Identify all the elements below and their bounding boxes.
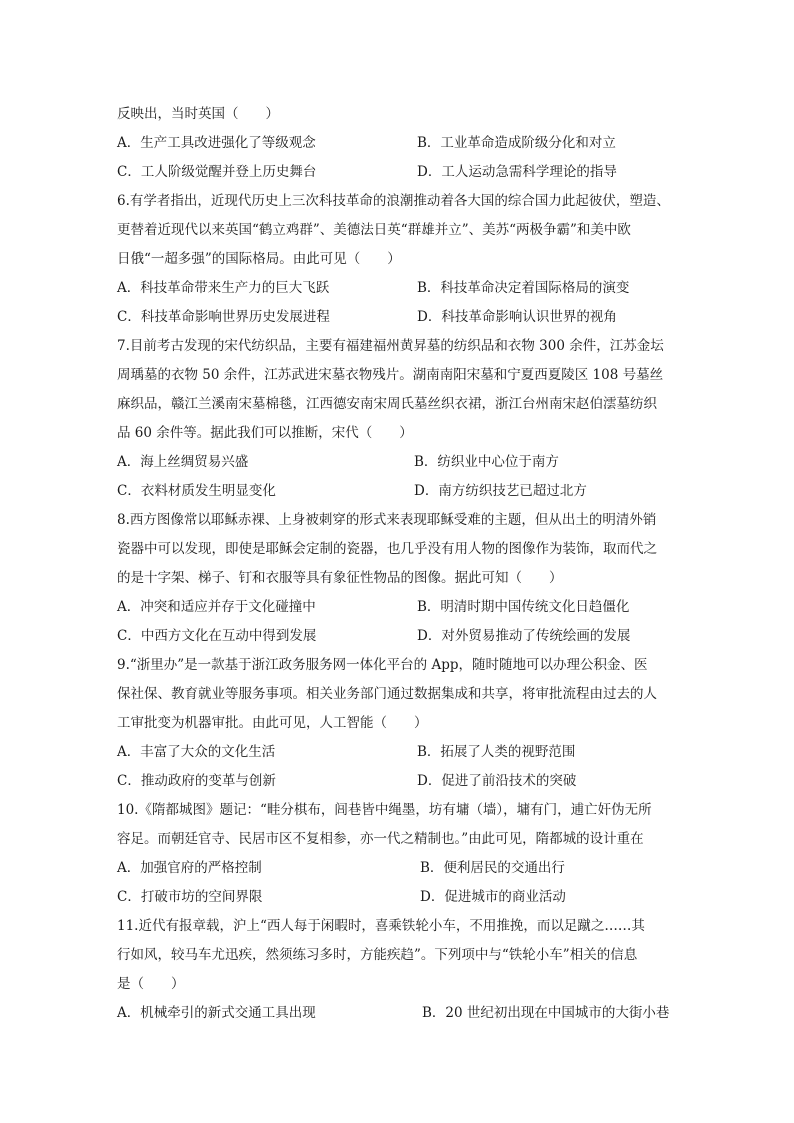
question-8-line-2: 瓷器中可以发现，即使是耶稣会定制的瓷器，也几乎没有用人物的图像作为装饰，取而代之 [117,541,657,557]
question-7-line-2: 周瑀墓的衣物 50 余件，江苏武进宋墓衣物残片。湖南南阳宋墓和宁夏西夏陵区 108 号墓丝 [117,367,664,383]
q10-option-b: B．便利居民的交通出行 [420,860,565,876]
question-10-line-2: 容足。而朝廷官寺、民居市区不复相参，亦一代之精制也。”由此可见，隋都城的设计重在 [117,831,644,847]
q10-option-a: A．加强官府的严格控制 [117,860,262,876]
question-9-line-3: 工审批变为机器审批。由此可见，人工智能（ ） [117,715,428,731]
q8-option-b: B．明清时期中国传统文化日趋僵化 [417,599,630,615]
q6-option-b: B．科技革命决定着国际格局的演变 [417,280,630,296]
q8-option-a: A．冲突和适应并存于文化碰撞中 [117,599,316,615]
q9-option-d: D．促进了前沿技术的突破 [417,773,577,789]
q8-option-c: C．中西方文化在互动中得到发展 [117,628,317,644]
q7-option-c: C．衣料材质发生明显变化 [117,483,276,499]
question-8-line-1: 8.西方图像常以耶稣赤裸、上身被刺穿的形式来表现耶稣受难的主题，但从出土的明清外销 [117,512,657,528]
q9-option-b: B．拓展了人类的视野范围 [417,744,576,760]
q6-option-d: D．科技革命影响认识世界的视角 [417,309,617,325]
question-7-line-3: 麻织品，赣江兰溪南宋墓棉毯，江西德安南宋周氏墓丝织衣裙，浙江台州南宋赵伯澐墓纺织 [117,396,657,412]
question-9-line-2: 保社保、教育就业等服务事项。相关业务部门通过数据集成和共享，将审批流程由过去的人 [117,686,657,702]
q5-option-d: D．工人运动急需科学理论的指导 [417,164,617,180]
question-7-line-1: 7.目前考古发现的宋代纺织品，主要有福建福州黄昇墓的纺织品和衣物 300 余件，江苏金坛 [117,338,664,354]
q5-option-a: A．生产工具改进强化了等级观念 [117,135,316,151]
question-9-line-1: 9.“浙里办”是一款基于浙江政务服务网一体化平台的 App，随时随地可以办理公积金、医 [117,657,648,673]
question-11-line-3: 是（ ） [117,976,185,992]
q6-option-c: C．科技革命影响世界历史发展进程 [117,309,330,325]
q9-option-c: C．推动政府的变革与创新 [117,773,276,789]
question-6-line-3: 日俄“一超多强”的国际格局。由此可见（ ） [117,251,401,267]
q10-option-c: C．打破市坊的空间界限 [117,889,263,905]
q11-option-b: B．20 世纪初出现在中国城市的大街小巷 [422,1005,670,1021]
question-10-line-1: 10.《隋都城图》题记：“畦分棋布，闾巷皆中绳墨，坊有墉（墙），墉有门，逋亡奸伪无所 [117,802,652,818]
q9-option-a: A．丰富了大众的文化生活 [117,744,276,760]
q5-option-b: B．工业革命造成阶级分化和对立 [417,135,616,151]
q11-option-a: A．机械牵引的新式交通工具出现 [117,1005,316,1021]
question-8-line-3: 的是十字架、梯子、钉和衣服等具有象征性物品的图像。据此可知（ ） [117,570,563,586]
question-5-tail: 反映出，当时英国（ ） [117,106,279,122]
q7-option-d: D．南方纺织技艺已超过北方 [414,483,587,499]
q6-option-a: A．科技革命带来生产力的巨大飞跃 [117,280,330,296]
question-11-line-2: 行如风，较马车尤迅疾，然须练习多时，方能疾趋”。下列项中与“铁轮小车”相关的信息 [117,947,638,963]
question-7-line-4: 品 60 余件等。据此我们可以推断，宋代（ ） [117,425,413,441]
question-6-line-2: 更替着近现代以来英国“鹤立鸡群”、美德法日英“群雄并立”、美苏“两极争霸”和美中欧 [117,222,631,238]
q5-option-c: C．工人阶级觉醒并登上历史舞台 [117,164,317,180]
q7-option-a: A．海上丝绸贸易兴盛 [117,454,249,470]
question-11-line-1: 11.近代有报章载，沪上“西人每于闲暇时，喜乘铁轮小车，不用推挽，而以足蹴之……其 [117,918,645,934]
q8-option-d: D．对外贸易推动了传统绘画的发展 [417,628,631,644]
q10-option-d: D．促进城市的商业活动 [420,889,566,905]
q7-option-b: B．纺织业中心位于南方 [414,454,559,470]
question-6-line-1: 6.有学者指出，近现代历史上三次科技革命的浪潮推动着各大国的综合国力此起彼伏，塑造、 [117,193,670,209]
